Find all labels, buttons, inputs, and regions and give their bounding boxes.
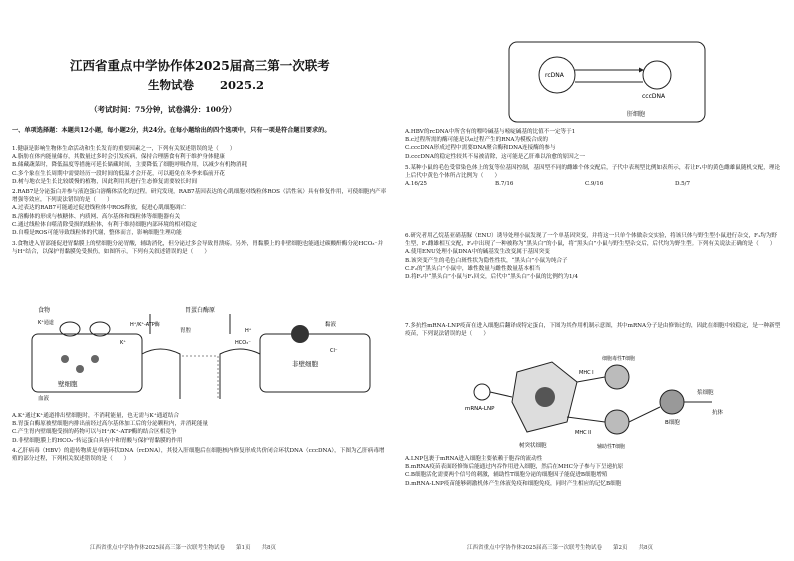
exam-meta: （考试时间：75分钟，试卷满分：100分） xyxy=(90,105,237,114)
label-k: K⁺ xyxy=(120,340,126,346)
exam-date: 2025.2 xyxy=(220,78,265,92)
option: A.K⁺通过K⁺通道排出壁细胞时，不消耗能量，也无需与K⁺通道结合 xyxy=(12,413,180,419)
option: B.该突变产生的毛色白斑性状为隐性性状，“黑头白”小鼠为纯合子 xyxy=(405,257,568,264)
label-cell-a: 壁细胞 xyxy=(58,380,78,388)
question-1 xyxy=(12,145,387,186)
question-3-options xyxy=(12,412,387,445)
label-cl: Cl⁻ xyxy=(330,348,338,354)
question-6 xyxy=(405,232,782,281)
option: D.mRNA-LNP疫苗能够刺激机体产生体液免疫和细胞免疫，同时产生相应的记忆B细胞 xyxy=(405,480,622,487)
option: C.F₂的“黑头白”小鼠中，雄性数量与雌性数量基本相当 xyxy=(405,265,541,272)
option: D.5/7 xyxy=(675,181,691,188)
subject-label: 生物试卷 xyxy=(148,78,194,92)
question-7 xyxy=(405,322,782,338)
label-h: H⁺ xyxy=(245,328,252,334)
exam-subject xyxy=(148,77,264,93)
question-stem: 3.食物进入胃部能促进胃黏膜上的壁细胞分泌胃酸，辅助消化，但分泌过多会导致胃溃疡。另外，胃黏膜上的非壁细胞也能通过碳酸酐酶分泌HCO₃⁻并与H⁺结合，以保护胃黏膜免受损伤，如图所示，下列有关叙述错误的是（ ） xyxy=(12,241,384,256)
option: B.c过程所需的酶可能是以e过程产生的RNA为模板合成的 xyxy=(405,137,548,144)
option: C.9/16 xyxy=(585,181,604,188)
label-mhc2: MHC II xyxy=(575,430,592,436)
label-apc: 树突状细胞 xyxy=(519,443,547,449)
label-plasma: 浆细胞 xyxy=(697,390,714,396)
right-page xyxy=(397,0,794,561)
option: B.mRNA疫苗表面经修饰后能通过内吞作用进入细胞，然后在MHC分子参与下呈递抗原 xyxy=(405,464,624,471)
label-cccdna: cccDNA xyxy=(642,93,666,100)
option: C.通过线粒体自噬清除受损的线粒体，有利于维持细胞内部环境的相对稳定 xyxy=(12,221,197,228)
label-mucus: 黏液 xyxy=(325,322,337,328)
option: A.16/25 xyxy=(405,181,427,188)
label-pump: H⁺/K⁺-ATP酶 xyxy=(130,322,160,328)
question-stem: 5.某种小鼠的毛色受常染色体上的复等位基因控制，基因型不同的雌雄个体交配后，子代中表现型比例如表所示，若让F₁中的黄色雌雄鼠随机交配，理论上后代中黄色个体所占比例为（ ） xyxy=(405,165,781,180)
question-5 xyxy=(405,164,782,189)
option: C.多个象在生长周期中需要经历一段时间的低温才会开花，可以避免在冬季来临前开花 xyxy=(12,170,225,177)
question-stem: 1.健康是影响生物体生命活动和生长发育的重要因素之一，下列有关叙述错误的是（ ） xyxy=(12,146,236,152)
label-tc: 细胞毒性T细胞 xyxy=(602,356,636,362)
label-cell-b: 非壁细胞 xyxy=(292,360,318,368)
option: D.树与地衣是生长比较缓慢的植物，因此利用其进行生态修复需要较长时间 xyxy=(12,178,198,185)
section-heading: 一、单项选择题：本题共12小题，每小题2分，共24分。在每小题给出的四个选项中，只有一项是符合题目要求的。 xyxy=(12,127,331,134)
page-footer: 江西省重点中学协作体2025届高三第一次联考生物试卷 第2页 共8页 xyxy=(467,545,653,551)
stomach-cell-diagram xyxy=(30,304,375,404)
question-5-choices xyxy=(405,180,782,188)
label-lumen: 胃腔 xyxy=(180,328,192,334)
question-stem: 4.乙肝病毒（HBV）的遗传物质是单链环状DNA（rcDNA），其侵入肝细胞后在细胞核内修复形成共价闭合环状DNA（cccDNA），下图为乙肝病毒增殖的部分过程，下列相关叙述错误的是（ ） xyxy=(12,448,385,463)
question-3 xyxy=(12,240,387,256)
option: D.非壁细胞膜上的HCO₃⁻转运蛋白具有中和胃酸与保护胃黏膜的作用 xyxy=(12,437,183,444)
page-footer: 江西省重点中学协作体2025届高三第一次联考生物试卷 第1页 共8页 xyxy=(90,545,276,551)
label-rcdna: rcDNA xyxy=(545,72,564,79)
option: D.将F₂中“黑头白”小鼠与F₁回交，后代中“黑头白”小鼠的比例约为1/4 xyxy=(405,274,579,281)
question-stem: 2.RAB7是分泌蛋白并参与液泡蛋白溶酶体活化的过程。研究发现，RAB7基因表达的心肌细胞对线粒体ROS（活性氧）具有修复作用，可使细胞内产率增强等效应，下列说法错误的是（ ） xyxy=(12,189,387,204)
label-blood: 血液 xyxy=(38,396,50,402)
option: C.B细胞活化需要两个信号的刺激，辅助性T细胞分泌的细胞因子能促进B细胞增殖 xyxy=(405,472,608,479)
question-stem: 7.多抗性mRNA-LNP疫苗在进入细胞后翻译成特定蛋白，下图为其作用机制示意图，其中mRNA分子是由修饰过的，因此在细胞中较稳定，是一种新型疫苗，下列说法错误的是（ ） xyxy=(405,323,781,338)
label-host-cell: 肝细胞 xyxy=(627,111,646,118)
option: A.LNP包裹于mRNA进入细胞主要依赖于胞吞的流动性 xyxy=(405,456,543,462)
label-lnp: mRNA-LNP xyxy=(465,406,495,412)
hbv-cycle-diagram xyxy=(507,40,707,125)
option: B.溶酶体的形成与核糖体、内质网、高尔基体和线粒体等细胞器有关 xyxy=(12,213,181,220)
option: B.7/16 xyxy=(495,181,514,188)
label-th: 辅助性T细胞 xyxy=(597,444,626,450)
label-b: B细胞 xyxy=(665,420,680,426)
question-stem: 6.研究者用乙烷基亚硝基脲（ENU）诱导处理小鼠发现了一个单基因突变，并将这一只单个体做杂交实验，将该只体与野生型小鼠进行杂交，F₁均为野生型，F₁雌雄相互交配，F₂中出现了一种被称为“黑头白”的小鼠，将“黑头白”小鼠与野生型杂交后，后代均为野生型。下列有关说法正确的是（ ） xyxy=(405,233,777,248)
question-4-options xyxy=(405,128,782,161)
label-channel: K⁺通道 xyxy=(38,320,54,326)
label-hco3: HCO₃⁻ xyxy=(235,340,251,346)
vaccine-mechanism-diagram xyxy=(457,352,737,452)
exam-title: 江西省重点中学协作体2025届高三第一次联考 xyxy=(70,58,330,73)
option: C.产生胃内壁细胞受损的药物可以与H⁺/K⁺-ATP酶的结合区相竞争 xyxy=(12,429,177,436)
question-7-options xyxy=(405,455,782,488)
option: D.cccDNA的稳定性较其不易被清除，这可能是乙肝难以治愈的原因之一 xyxy=(405,153,585,160)
option: A.使用ENU处理小鼠DNA中的碱基发生改变属于基因突变 xyxy=(405,249,550,256)
option: A.过表达的RAB7可能通过促进线粒体中ROS释放，促进心肌细胞凋亡 xyxy=(12,205,187,212)
question-2 xyxy=(12,188,387,237)
option: D.自噬是ROS可能导致线粒体的代谢，整体而言，影响细胞生理功能 xyxy=(12,230,182,237)
option: A.HBV的rcDNA中所含有的嘌呤碱基与嘧啶碱基的比值不一定等于1 xyxy=(405,129,576,135)
option: B.胃蛋白酶原被壁细胞内排出前经过高尔基体加工后的分泌颗粒内，并消耗能量 xyxy=(12,421,209,428)
question-4 xyxy=(12,447,387,463)
label-mhc1: MHC I xyxy=(579,370,594,376)
label-food: 食物 xyxy=(38,307,51,314)
label-enzyme: 胃蛋白酶原 xyxy=(185,307,216,314)
option: A.脂肪在体内能量储存，其数量过多时会引发疾病，保持合理膳食有利于维护身体健康 xyxy=(12,154,225,161)
option: B.储藏蔬菜时，降低温度等措施可延长储藏时间，主要降低了细胞呼吸作用，以减少有机物消耗 xyxy=(12,162,248,169)
option: C.cccDNA形成过程中需要DNA聚合酶和DNA连接酶的参与 xyxy=(405,145,556,152)
label-antibody: 抗体 xyxy=(712,410,724,416)
